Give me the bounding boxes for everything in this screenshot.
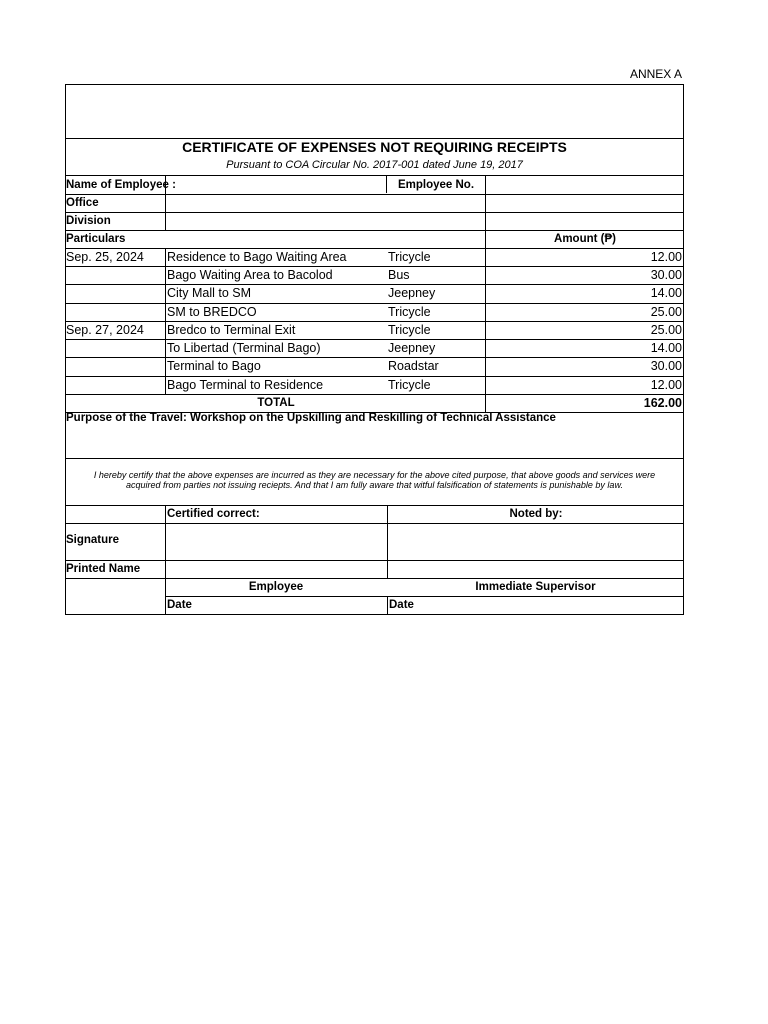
employee-no-label: Employee No.: [397, 179, 475, 191]
expense-date: Sep. 27, 2024: [66, 323, 144, 337]
certification-line-2: acquired from parties not issuing reciepts. And that I am fully aware that witful falsification of statements is punishable by law.: [126, 480, 623, 490]
noted-by-label: Noted by:: [509, 508, 563, 520]
employee-date-label: Date: [167, 599, 192, 611]
form-title: CERTIFICATE OF EXPENSES NOT REQUIRING RECEIPTS: [182, 139, 567, 155]
expense-mode: Jeepney: [388, 341, 436, 355]
purpose-of-travel: Purpose of the Travel: Workshop on the Upskilling and Reskilling of Technical Assistance: [66, 412, 556, 424]
expense-amount: 12.00: [650, 378, 682, 392]
expense-amount: 30.00: [650, 268, 682, 282]
expense-route: Terminal to Bago: [167, 359, 261, 373]
expense-mode: Tricycle: [388, 250, 431, 264]
expense-amount: 12.00: [650, 250, 682, 264]
expense-mode: Tricycle: [388, 323, 431, 337]
amount-header: Amount (₱): [554, 233, 616, 245]
expense-certificate-form: [65, 84, 684, 615]
expense-mode: Tricycle: [388, 378, 431, 392]
printed-name-label: Printed Name: [66, 563, 141, 575]
signature-label: Signature: [66, 534, 120, 546]
annex-label: ANNEX A: [629, 67, 682, 81]
expense-route: Bago Terminal to Residence: [167, 378, 324, 392]
employee-name-label: Name of Employee :: [66, 179, 176, 191]
total-label: TOTAL: [257, 397, 295, 409]
border-bottom: [65, 614, 684, 615]
expense-route: Bredco to Terminal Exit: [167, 323, 296, 337]
expense-route: SM to BREDCO: [167, 305, 257, 319]
expense-mode: Roadstar: [388, 359, 439, 373]
certified-correct-label: Certified correct:: [167, 508, 260, 520]
border-top: [65, 84, 684, 85]
certification-line-1: I hereby certify that the above expenses are incurred as they are necessary for the above cited purpose, that above goods and services were: [93, 470, 656, 480]
expense-amount: 25.00: [650, 323, 682, 337]
particulars-label: Particulars: [66, 233, 126, 245]
office-label: Office: [66, 197, 99, 209]
expense-mode: Tricycle: [388, 305, 431, 319]
form-subtitle: Pursuant to COA Circular No. 2017-001 dated June 19, 2017: [226, 159, 523, 171]
expense-route: City Mall to SM: [167, 286, 252, 300]
expense-amount: 25.00: [650, 305, 682, 319]
expense-route: Bago Waiting Area to Bacolod: [167, 268, 333, 282]
supervisor-date-label: Date: [389, 599, 414, 611]
expense-mode: Bus: [388, 268, 410, 282]
expense-route: Residence to Bago Waiting Area: [167, 250, 347, 264]
total-amount: 162.00: [643, 396, 682, 410]
expense-date: Sep. 25, 2024: [66, 250, 144, 264]
division-label: Division: [66, 215, 111, 227]
employee-label: Employee: [248, 581, 304, 593]
expense-amount: 30.00: [650, 359, 682, 373]
expense-amount: 14.00: [650, 286, 682, 300]
expense-route: To Libertad (Terminal Bago): [167, 341, 321, 355]
expense-amount: 14.00: [650, 341, 682, 355]
immediate-supervisor-label: Immediate Supervisor: [475, 581, 596, 593]
expense-mode: Jeepney: [388, 286, 436, 300]
